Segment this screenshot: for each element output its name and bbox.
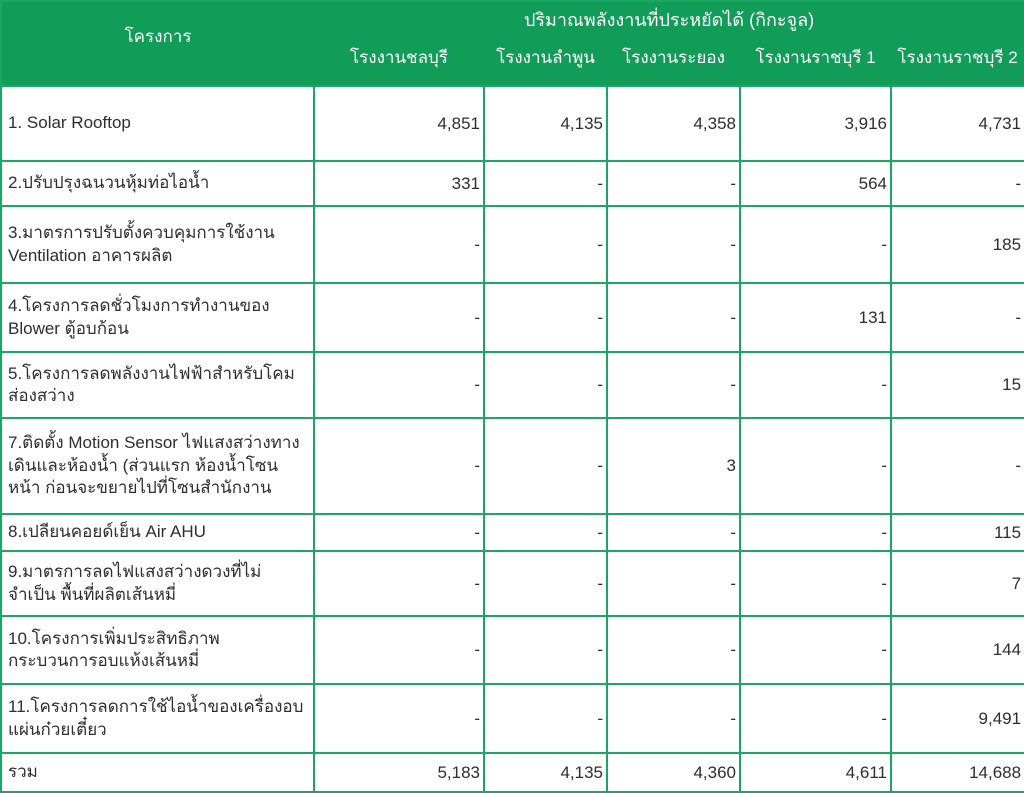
- value-1: 4,851: [314, 86, 484, 161]
- total-row: [1, 753, 1024, 792]
- total-value-2: 4,135: [484, 753, 607, 792]
- total-value-4: 4,611: [740, 753, 891, 792]
- value-2: -: [484, 206, 607, 283]
- value-3: -: [607, 551, 740, 616]
- factory-header-2: โรงงานลำพูน: [484, 37, 607, 86]
- value-1: -: [314, 551, 484, 616]
- value-5: 7: [891, 551, 1024, 616]
- table-row: [1, 86, 1024, 161]
- table-row: [1, 418, 1024, 514]
- value-3: -: [607, 616, 740, 684]
- value-5: 115: [891, 514, 1024, 551]
- value-3: -: [607, 514, 740, 551]
- table-row: [1, 161, 1024, 206]
- total-value-5: 14,688: [891, 753, 1024, 792]
- value-5: 185: [891, 206, 1024, 283]
- project-cell: 5.โครงการลดพลังงานไฟฟ้าสำหรับโคมส่องสว่าง: [1, 352, 314, 418]
- value-4: 131: [740, 283, 891, 352]
- value-1: 331: [314, 161, 484, 206]
- project-cell: 9.มาตรการลดไฟแสงสว่างดวงที่ไม่จำเป็น พื้นที่ผลิตเส้นหมี่: [1, 551, 314, 616]
- value-1: -: [314, 418, 484, 514]
- project-cell: 2.ปรับปรุงฉนวนหุ้มท่อไอน้ำ: [1, 161, 314, 206]
- value-1: -: [314, 684, 484, 753]
- value-1: -: [314, 283, 484, 352]
- value-4: -: [740, 616, 891, 684]
- factory-header-1: โรงงานชลบุรี: [314, 37, 484, 86]
- value-4: 564: [740, 161, 891, 206]
- table-row: [1, 684, 1024, 753]
- table-row: [1, 352, 1024, 418]
- value-5: -: [891, 418, 1024, 514]
- value-2: -: [484, 352, 607, 418]
- value-3: -: [607, 206, 740, 283]
- value-4: -: [740, 684, 891, 753]
- value-5: 4,731: [891, 86, 1024, 161]
- value-5: -: [891, 283, 1024, 352]
- value-3: -: [607, 684, 740, 753]
- value-2: -: [484, 514, 607, 551]
- value-2: -: [484, 616, 607, 684]
- value-5: 9,491: [891, 684, 1024, 753]
- table-row: [1, 616, 1024, 684]
- value-2: -: [484, 283, 607, 352]
- value-4: -: [740, 418, 891, 514]
- value-1: -: [314, 206, 484, 283]
- total-label: รวม: [1, 753, 314, 792]
- value-2: 4,135: [484, 86, 607, 161]
- group-header-row: [1, 1, 1024, 37]
- value-3: -: [607, 161, 740, 206]
- value-4: 3,916: [740, 86, 891, 161]
- project-cell: 8.เปลียนคอยด์เย็น Air AHU: [1, 514, 314, 551]
- table-row: [1, 206, 1024, 283]
- project-cell: 1. Solar Rooftop: [1, 86, 314, 161]
- project-cell: 7.ติดตั้ง Motion Sensor ไฟแสงสว่างทางเดินและห้องน้ำ (ส่วนแรก ห้องน้ำโซนหน้า ก่อนจะขยายไปที่โซนสำนักงาน: [1, 418, 314, 514]
- factory-header-3: โรงงานระยอง: [607, 37, 740, 86]
- value-4: -: [740, 352, 891, 418]
- value-3: -: [607, 283, 740, 352]
- total-value-3: 4,360: [607, 753, 740, 792]
- value-2: -: [484, 418, 607, 514]
- group-header: ปริมาณพลังงานที่ประหยัดได้ (กิกะจูล): [314, 1, 1024, 37]
- table-body: [1, 86, 1024, 792]
- value-4: -: [740, 206, 891, 283]
- value-2: -: [484, 684, 607, 753]
- table-row: [1, 283, 1024, 352]
- project-cell: 11.โครงการลดการใช้ไอน้ำของเครื่องอบแผ่นก๋วยเตี๋ยว: [1, 684, 314, 753]
- project-cell: 10.โครงการเพิ่มประสิทธิภาพกระบวนการอบแห้งเส้นหมี่: [1, 616, 314, 684]
- total-value-1: 5,183: [314, 753, 484, 792]
- value-5: -: [891, 161, 1024, 206]
- project-cell: 4.โครงการลดชั่วโมงการทำงานของ Blower ตู้อบก้อน: [1, 283, 314, 352]
- value-3: -: [607, 352, 740, 418]
- project-cell: 3.มาตรการปรับตั้งควบคุมการใช้งาน Ventilation อาคารผลิต: [1, 206, 314, 283]
- value-1: -: [314, 352, 484, 418]
- value-3: 4,358: [607, 86, 740, 161]
- value-5: 15: [891, 352, 1024, 418]
- value-5: 144: [891, 616, 1024, 684]
- value-4: -: [740, 514, 891, 551]
- factory-header-4: โรงงานราชบุรี 1: [740, 37, 891, 86]
- value-2: -: [484, 551, 607, 616]
- value-1: -: [314, 514, 484, 551]
- value-2: -: [484, 161, 607, 206]
- value-4: -: [740, 551, 891, 616]
- table-row: [1, 514, 1024, 551]
- value-1: -: [314, 616, 484, 684]
- factory-header-5: โรงงานราชบุรี 2: [891, 37, 1024, 86]
- table-header: [1, 1, 1024, 86]
- value-3: 3: [607, 418, 740, 514]
- project-column-header: โครงการ: [1, 1, 314, 86]
- table-row: [1, 551, 1024, 616]
